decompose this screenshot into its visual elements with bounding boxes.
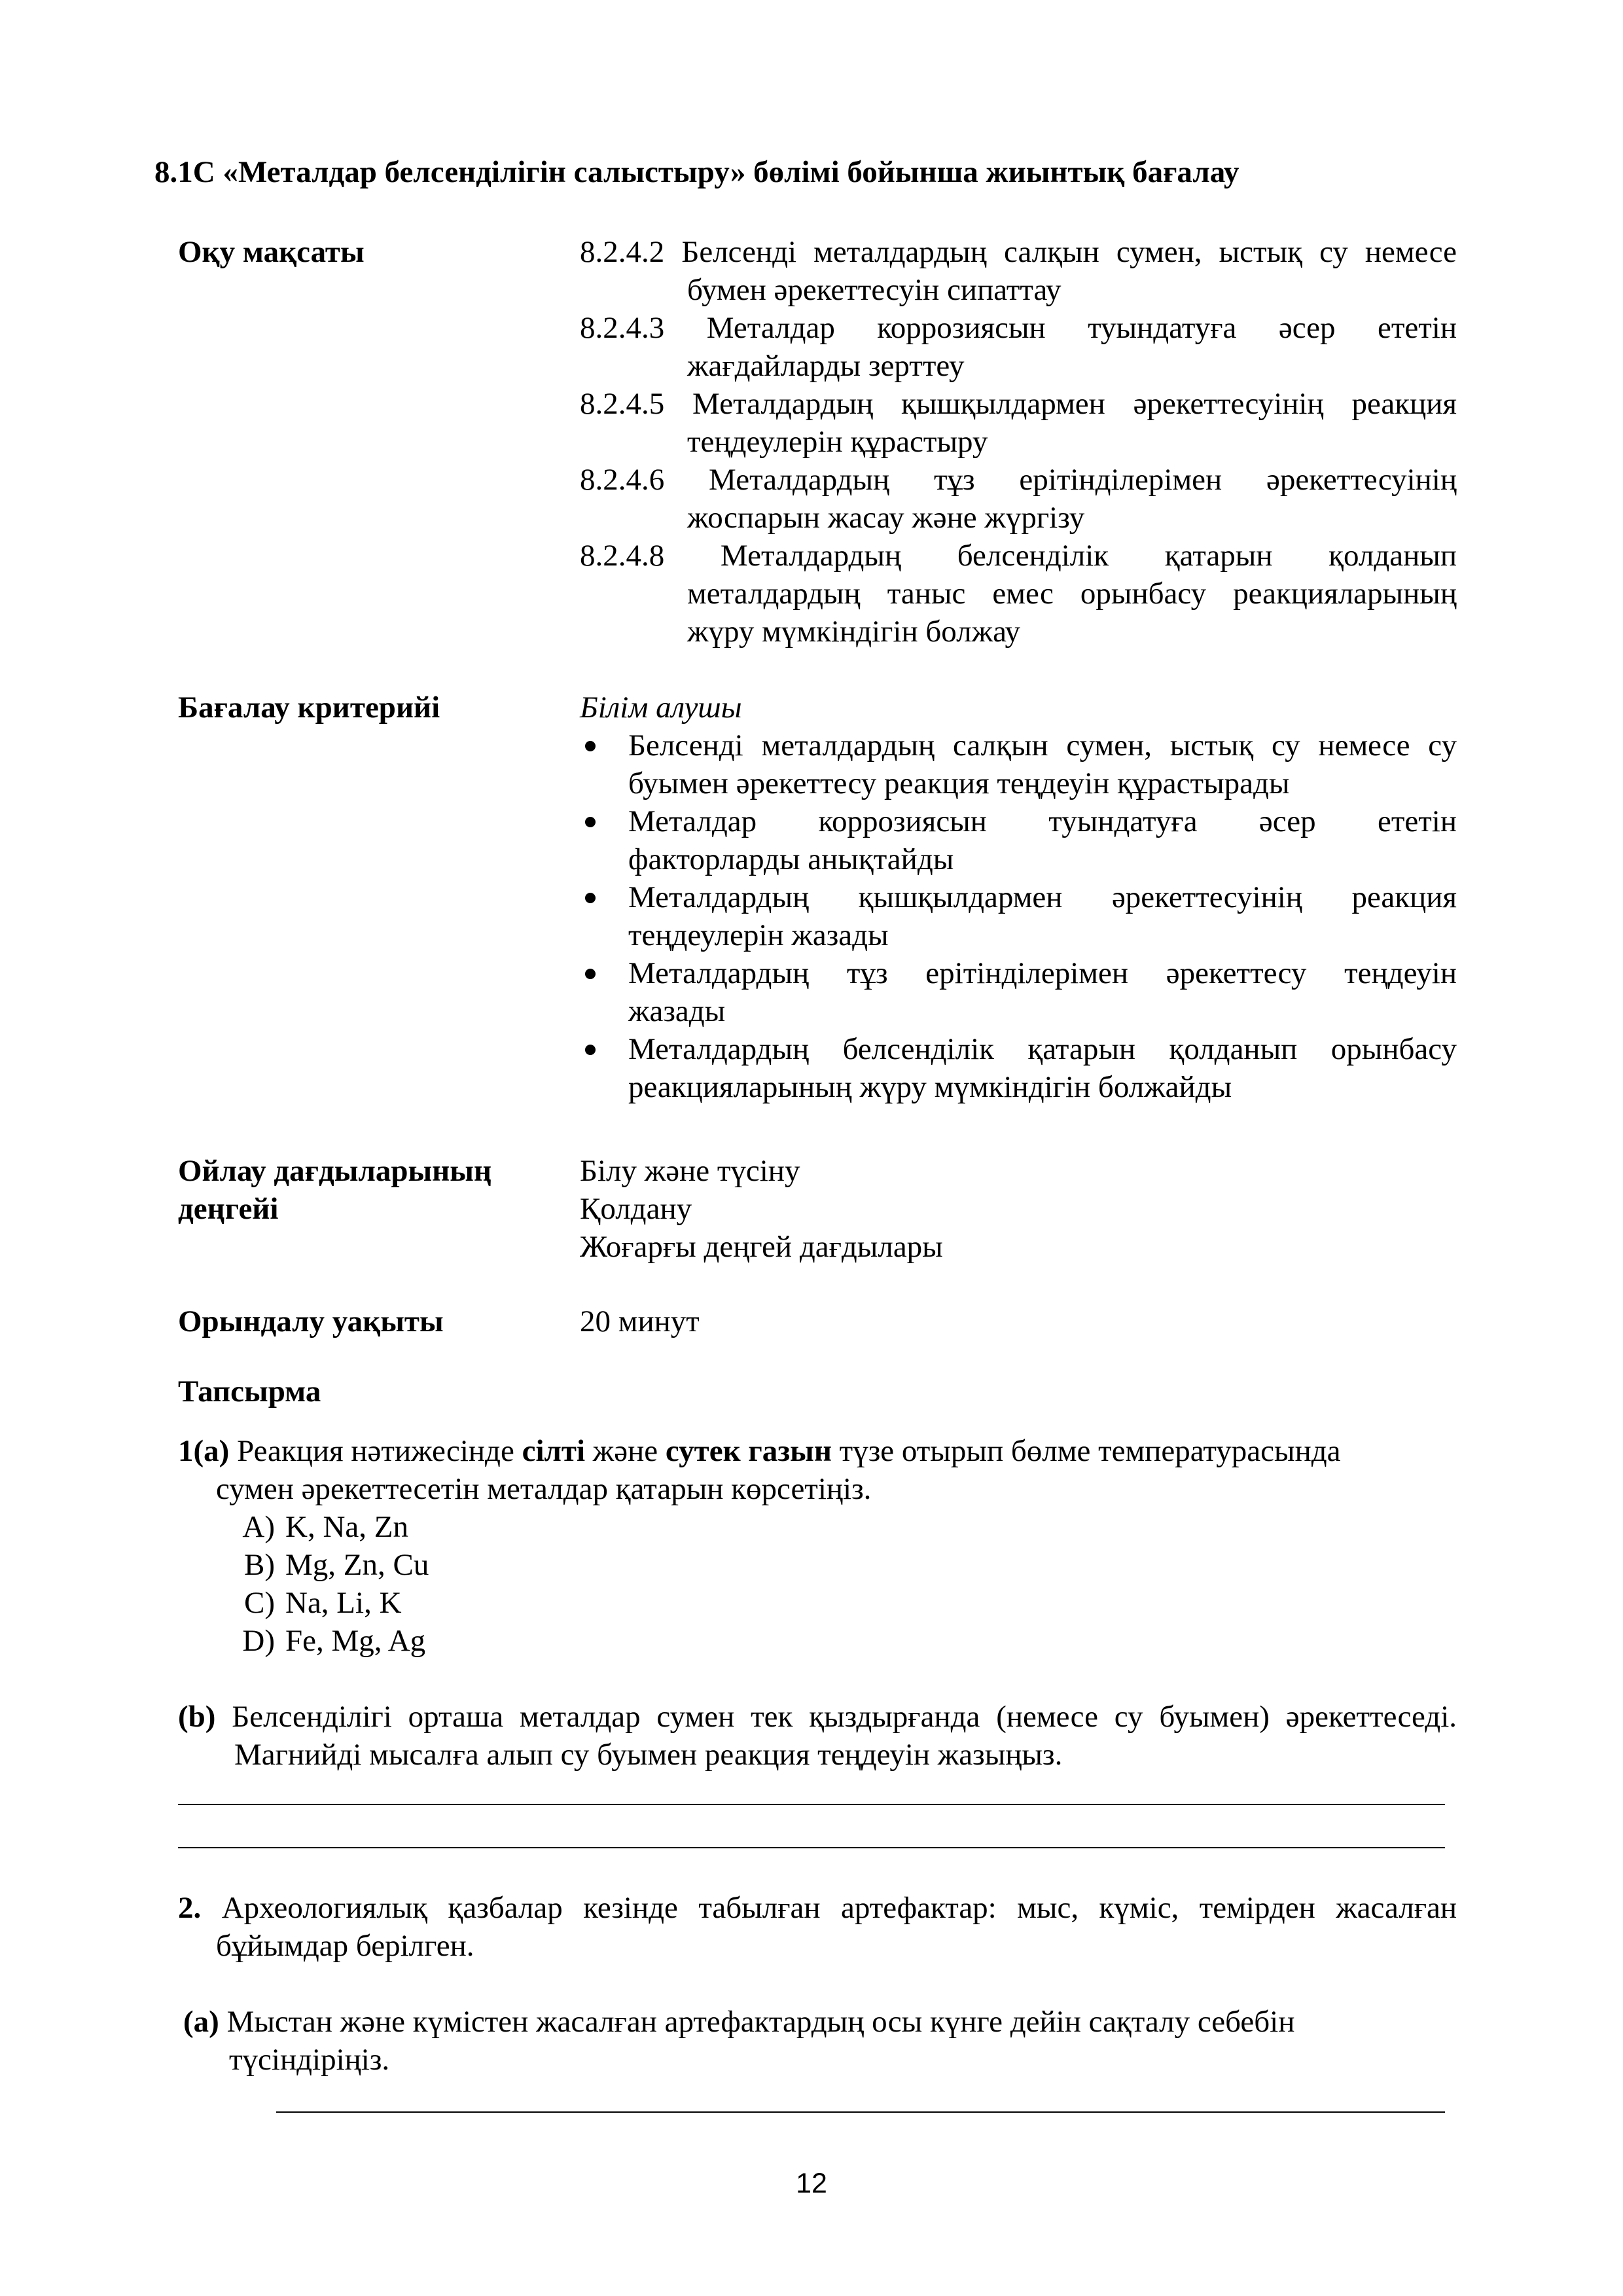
option-letter: C) — [244, 1586, 275, 1620]
question-text: бұйымдар берілген. — [216, 1929, 474, 1963]
objective-line: 8.2.4.5 Металдардың қышқылдармен әрекеттесуінің реакция — [580, 387, 1457, 421]
objective-line: металдардың таныс емес орынбасу реакцияларының — [687, 577, 1457, 611]
bullet-icon — [585, 817, 596, 827]
duration-label: Орындалу уақыты — [178, 1304, 444, 1338]
answer-option[interactable] — [223, 1508, 429, 1546]
criteria-line: теңдеулерін жазады — [628, 918, 889, 952]
question-text: түзе отырып бөлме температурасында — [831, 1434, 1341, 1468]
option-text: K, Na, Zn — [285, 1510, 408, 1544]
question-text: және — [585, 1434, 666, 1468]
bullet-icon — [585, 893, 596, 903]
question-keyword: сутек газын — [665, 1434, 832, 1468]
thinking-label — [178, 1152, 491, 1228]
thinking-levels — [580, 1152, 1457, 1266]
answer-line[interactable] — [178, 1804, 1445, 1805]
objective-line: теңдеулерін құрастыру — [687, 425, 988, 459]
objective-line: бумен әрекеттесуін сипаттау — [687, 273, 1061, 307]
answer-option[interactable] — [223, 1622, 429, 1660]
option-letter: B) — [244, 1548, 275, 1582]
option-letter: D) — [242, 1624, 275, 1658]
question-text: Реакция нәтижесінде — [229, 1434, 522, 1468]
criteria-line: Белсенді металдардың салқын сумен, ыстық су немесе су — [628, 728, 1457, 762]
criteria-item — [580, 954, 1457, 1030]
question-number: 2. — [178, 1891, 202, 1925]
thinking-level: Қолдану — [580, 1192, 692, 1226]
criteria-line: Металдардың тұз ерітінділерімен әрекеттесу теңдеуін — [628, 956, 1457, 990]
question-text: Белсенділігі орташа металдар сумен тек қыздырғанда (немесе су буымен) әрекеттеседі. — [215, 1700, 1457, 1734]
option-letter: A) — [242, 1510, 275, 1544]
answer-options — [223, 1508, 429, 1660]
question-text: түсіндіріңіз. — [229, 2043, 390, 2077]
option-text: Na, Li, K — [285, 1586, 402, 1620]
question-text: Магнийді мысалға алып су буымен реакция теңдеуін жазыңыз. — [234, 1738, 1063, 1772]
criteria-block — [580, 689, 1457, 1106]
objective-line: жоспарын жасау және жүргізу — [687, 501, 1085, 535]
duration-value: 20 минут — [580, 1304, 700, 1338]
answer-line[interactable] — [276, 2111, 1445, 2113]
question-text: Мыстан және күмістен жасалған артефактардың осы күнге дейін сақталу себебін — [219, 2005, 1295, 2039]
option-text: Fe, Mg, Ag — [285, 1624, 426, 1658]
question-keyword: сілті — [522, 1434, 586, 1468]
criteria-line: Металдардың қышқылдармен әрекеттесуінің реакция — [628, 880, 1457, 914]
answer-option[interactable] — [223, 1546, 429, 1584]
objective-line: 8.2.4.6 Металдардың тұз ерітінділерімен әрекеттесуінің — [580, 463, 1457, 497]
bullet-icon — [585, 1045, 596, 1055]
bullet-icon — [585, 969, 596, 979]
criteria-line: Металдардың белсенділік қатарын қолданып орынбасу — [628, 1032, 1457, 1066]
question-1b — [178, 1698, 1457, 1774]
criteria-item — [580, 878, 1457, 954]
objective-line: жағдайларды зерттеу — [687, 349, 965, 383]
bullet-icon — [585, 741, 596, 751]
question-text: сумен әрекеттесетін металдар қатарын көрсетіңіз. — [216, 1472, 872, 1506]
answer-line[interactable] — [178, 1847, 1445, 1848]
question-1a — [178, 1432, 1457, 1508]
objective-item — [580, 385, 1457, 461]
thinking-level: Білу және түсіну — [580, 1154, 800, 1188]
criteria-line: Металдар коррозиясын туындатуға әсер ететін — [628, 804, 1457, 838]
criteria-line: буымен әрекеттесу реакция теңдеуін құрастырады — [628, 766, 1290, 800]
criteria-intro: Білім алушы — [580, 691, 742, 725]
objective-item — [580, 309, 1457, 385]
objective-item — [580, 461, 1457, 537]
question-number: 1(a) — [178, 1434, 230, 1468]
criteria-item — [580, 1030, 1457, 1106]
question-text: Археологиялық қазбалар кезінде табылған артефактар: мыс, күміс, темірден жасалған — [201, 1891, 1457, 1925]
thinking-label-line: Ойлау дағдыларының — [178, 1154, 492, 1188]
task-heading: Тапсырма — [178, 1374, 321, 1408]
answer-option[interactable] — [223, 1584, 429, 1622]
criteria-list — [580, 726, 1457, 1106]
criteria-item — [580, 802, 1457, 878]
question-number: (a) — [183, 2005, 219, 2039]
option-text: Mg, Zn, Cu — [285, 1548, 429, 1582]
criteria-item — [580, 726, 1457, 802]
objective-item — [580, 233, 1457, 309]
criteria-line: реакцияларының жүру мүмкіндігін болжайды — [628, 1070, 1232, 1104]
criteria-label: Бағалау критерийі — [178, 691, 440, 725]
objectives-label: Оқу мақсаты — [178, 235, 365, 269]
objective-line: 8.2.4.2 Белсенді металдардың салқын сумен, ыстық су немесе — [580, 235, 1457, 269]
question-number: (b) — [178, 1700, 216, 1734]
objective-line: 8.2.4.8 Металдардың белсенділік қатарын қолданып — [580, 539, 1457, 573]
criteria-line: жазады — [628, 994, 726, 1028]
objective-line: жүру мүмкіндігін болжау — [687, 615, 1021, 649]
objective-line: 8.2.4.3 Металдар коррозиясын туындатуға әсер ететін — [580, 311, 1457, 345]
page-number: 12 — [796, 2168, 827, 2199]
question-2 — [178, 1889, 1457, 1965]
thinking-label-line: деңгейі — [178, 1192, 279, 1226]
objective-item — [580, 537, 1457, 651]
thinking-level: Жоғарғы деңгей дағдылары — [580, 1230, 943, 1264]
question-2a — [183, 2003, 1427, 2079]
criteria-line: факторларды анықтайды — [628, 842, 954, 876]
page-title: 8.1С «Металдар белсенділігін салыстыру» бөлімі бойынша жиынтық бағалау — [154, 155, 1240, 189]
objectives-list — [580, 233, 1457, 651]
